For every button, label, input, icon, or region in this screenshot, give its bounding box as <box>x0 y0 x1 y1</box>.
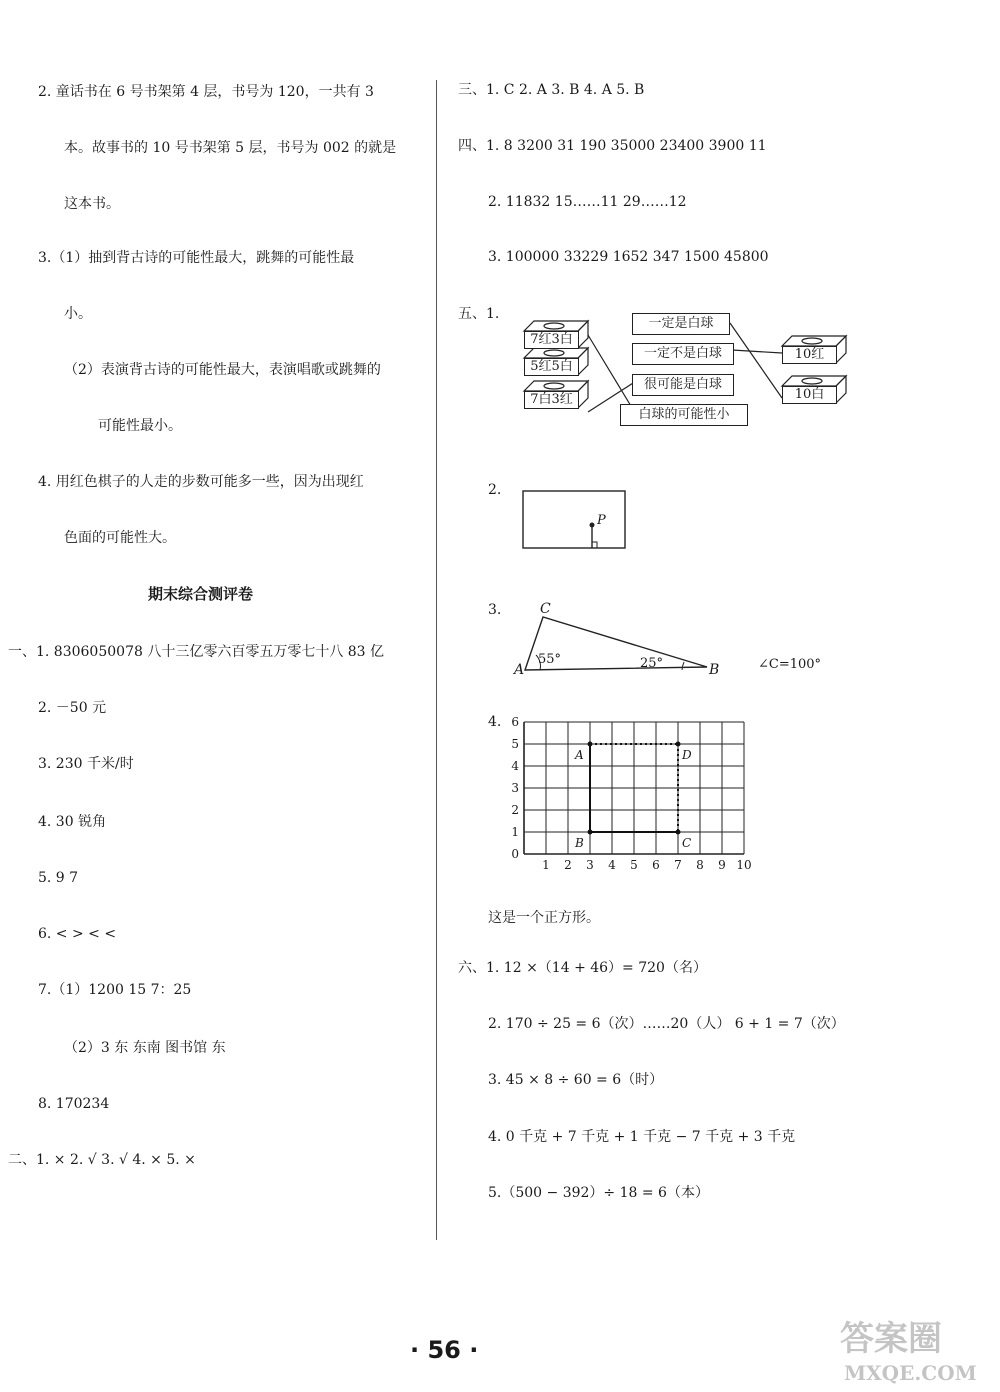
right-line-5: 五、1. <box>458 306 500 322</box>
x-tick-label: 1 <box>542 858 550 872</box>
y-tick-label: 1 <box>511 825 519 839</box>
statement-certain-not-white: 一定不是白球 <box>632 343 734 365</box>
x-tick-label: 2 <box>564 858 572 872</box>
right-line-11: 2. 170 ÷ 25 = 6（次）……20（人） 6 + 1 = 7（次） <box>488 1016 845 1032</box>
y-tick-label: 3 <box>511 781 519 795</box>
triangle-label-b: B <box>709 662 720 678</box>
left-line-12: 3. 230 千米/时 <box>38 756 134 772</box>
watermark-logo <box>830 1310 990 1390</box>
y-tick-label: 2 <box>511 803 519 817</box>
right-line-12: 3. 45 × 8 ÷ 60 = 6（时） <box>488 1072 664 1088</box>
perpendicular-figure <box>522 490 632 552</box>
left-line-1: 2. 童话书在 6 号书架第 4 层，书号为 120，一共有 3 <box>38 84 374 100</box>
right-line-3: 2. 11832 15……11 29……12 <box>488 194 687 210</box>
left-line-3: 这本书。 <box>64 196 120 212</box>
x-tick-label: 5 <box>630 858 638 872</box>
right-line-13: 4. 0 千克 + 7 千克 + 1 千克 − 7 千克 + 3 千克 <box>488 1129 796 1145</box>
angle-b-label: 25° <box>640 656 664 671</box>
box-7white3red: 7白3红 <box>524 391 579 409</box>
box-10red: 10红 <box>782 346 837 364</box>
x-tick-label: 6 <box>652 858 660 872</box>
point-d <box>676 742 681 747</box>
left-line-5: 小。 <box>64 306 92 322</box>
left-line-18: 8. 170234 <box>38 1096 110 1112</box>
left-line-19: 二、1. × 2. √ 3. √ 4. × 5. × <box>8 1152 196 1168</box>
x-tick-label: 3 <box>586 858 594 872</box>
left-line-6: （2）表演背古诗的可能性最大，表演唱歌或跳舞的 <box>64 362 381 378</box>
left-line-9: 色面的可能性大。 <box>64 530 176 546</box>
left-line-10: 一、1. 8306050078 八十三亿零六百零五万零七十八 83 亿 <box>8 644 385 660</box>
x-tick-label: 10 <box>736 858 752 872</box>
box-5red5white: 5红5白 <box>524 358 579 376</box>
coordinate-grid <box>505 712 765 872</box>
left-line-8: 4. 用红色棋子的人走的步数可能多一些，因为出现红 <box>38 474 364 490</box>
svg-text:MXQE.COM: MXQE.COM <box>844 1361 977 1385</box>
y-tick-label: 5 <box>511 737 519 751</box>
statement-likely-white: 很可能是白球 <box>632 374 734 396</box>
statement-certain-white: 一定是白球 <box>632 313 730 335</box>
y-tick-label: 0 <box>511 847 519 861</box>
x-tick-label: 9 <box>718 858 726 872</box>
left-line-11: 2. －50 元 <box>38 700 107 716</box>
column-divider <box>436 80 437 1240</box>
point-label-b: B <box>575 836 584 850</box>
x-tick-label: 4 <box>608 858 616 872</box>
box-7red3white: 7红3白 <box>524 331 579 349</box>
section-title: 期末综合测评卷 <box>148 585 254 603</box>
right-line-9: 这是一个正方形。 <box>488 910 600 926</box>
x-tick-label: 7 <box>674 858 682 872</box>
triangle-label-a: A <box>514 662 525 678</box>
point-label-c: C <box>682 836 692 850</box>
y-tick-label: 6 <box>511 715 519 729</box>
point-label-a: A <box>575 748 584 762</box>
right-line-2: 四、1. 8 3200 31 190 35000 23400 3900 11 <box>458 138 767 154</box>
right-line-14: 5.（500 − 392）÷ 18 = 6（本） <box>488 1185 709 1201</box>
statement-white-unlikely: 白球的可能性小 <box>620 404 748 426</box>
right-line-1: 三、1. C 2. A 3. B 4. A 5. B <box>458 82 645 98</box>
left-line-7: 可能性最小。 <box>98 418 182 434</box>
x-tick-label: 8 <box>696 858 704 872</box>
right-line-8: 4. <box>488 714 502 730</box>
left-line-17: （2）3 东 东南 图书馆 东 <box>64 1040 226 1056</box>
triangle-figure <box>512 600 832 680</box>
left-line-4: 3.（1）抽到背古诗的可能性最大，跳舞的可能性最 <box>38 250 355 266</box>
angle-a-label: 55° <box>538 652 562 667</box>
left-line-16: 7.（1）1200 15 7：25 <box>38 982 192 998</box>
point-label-d: D <box>682 748 692 762</box>
point-a <box>588 742 593 747</box>
left-line-14: 5. 9 7 <box>38 870 79 886</box>
angle-c-answer: ∠C=100° <box>758 657 822 672</box>
right-line-6: 2. <box>488 482 502 498</box>
y-tick-label: 4 <box>511 759 519 773</box>
point-c <box>676 830 681 835</box>
box-10white: 10白 <box>782 386 837 404</box>
point-b <box>588 830 593 835</box>
triangle-label-c: C <box>540 601 551 617</box>
svg-text:答案圈: 答案圈 <box>840 1319 942 1359</box>
left-line-13: 4. 30 锐角 <box>38 814 107 830</box>
point-p-label: P <box>597 513 606 528</box>
right-line-7: 3. <box>488 602 502 618</box>
page-number: · 56 · <box>410 1336 479 1364</box>
left-line-15: 6. < > < < <box>38 926 117 942</box>
right-line-4: 3. 100000 33229 1652 347 1500 45800 <box>488 249 769 265</box>
right-line-10: 六、1. 12 ×（14 + 46）= 720（名） <box>458 960 707 976</box>
left-line-2: 本。故事书的 10 号书架第 5 层，书号为 002 的就是 <box>64 140 397 156</box>
